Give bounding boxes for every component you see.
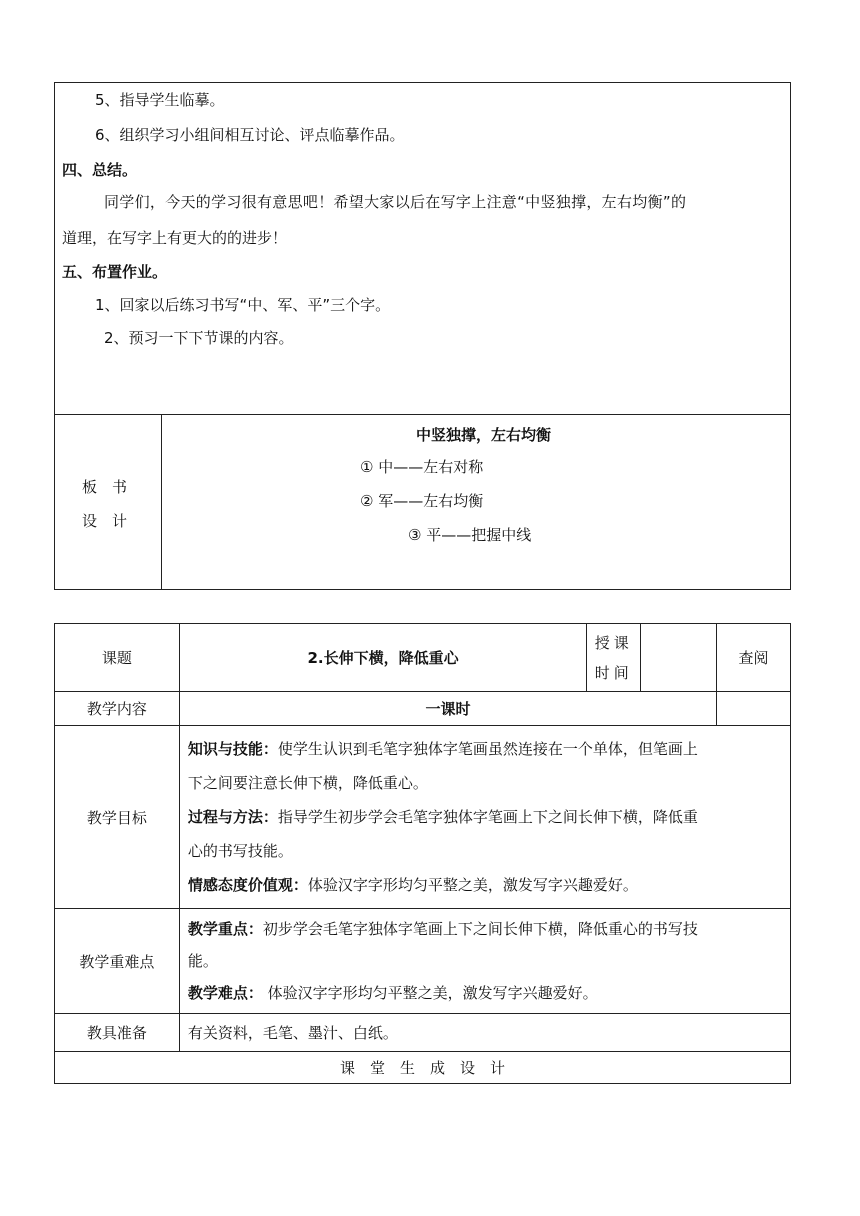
goal-title: 过程与方法： [187, 808, 278, 826]
key-label: 教学重难点 [55, 909, 180, 1014]
time-label [587, 624, 641, 692]
summary-text-2: 道理，在写字上有更大的的进步！ [62, 229, 288, 247]
time-value [641, 624, 717, 692]
step-5: 5、指导学生临摹。 [95, 91, 225, 109]
summary-text-1: 同学们，今天的学习很有意思吧！希望大家以后在写字上注意“中竖独撑，左右均衡”的 [104, 193, 687, 211]
board-title: 中竖独撑，左右均衡 [416, 426, 552, 444]
homework-heading: 五、布置作业。 [62, 263, 168, 281]
board-item-3: ③ 平——把握中线 [408, 526, 532, 544]
lesson-table [54, 623, 791, 1084]
homework-item-2: 2、预习一下下节课的内容。 [104, 329, 294, 347]
goal-text-cont: 心的书写技能。 [187, 842, 293, 860]
board-item-1: ① 中——左右对称 [360, 458, 484, 476]
summary-heading: 四、总结。 [62, 161, 138, 179]
key-point-text-cont: 能。 [187, 952, 218, 970]
goal-text: 体验汉字字形均匀平整之美，激发写字兴趣爱好。 [307, 876, 638, 894]
upper-divider [54, 414, 791, 415]
goal-text: 使学生认识到毛笔字独体字笔画虽然连接在一个单体，但笔画上 [277, 740, 698, 758]
goal-emotion [188, 868, 782, 902]
topic-label: 课题 [55, 624, 180, 692]
difficulty-text: 体验汉字字形均匀平整之美，激发写字兴趣爱好。 [262, 984, 598, 1002]
key-cell [179, 909, 790, 1014]
goals-label: 教学目标 [55, 726, 180, 909]
review-label: 查阅 [717, 624, 791, 692]
goal-process [188, 800, 782, 868]
time-label-line2: 时间 [594, 663, 633, 682]
step-6: 6、组织学习小组间相互讨论、评点临摹作品。 [95, 126, 405, 144]
content-value: 一课时 [179, 692, 716, 726]
difficulty [188, 977, 782, 1009]
homework-item-1: 1、回家以后练习书写“中、军、平”三个字。 [95, 296, 391, 314]
board-divider [161, 414, 162, 590]
key-point-text: 初步学会毛笔字独体字笔画上下之间长伸下横，降低重心的书写技 [262, 920, 698, 938]
board-label-line1: 板 书 [82, 478, 128, 496]
goal-title: 情感态度价值观： [187, 876, 308, 894]
tools-value: 有关资料，毛笔、墨汁、白纸。 [179, 1014, 790, 1052]
key-point [188, 913, 782, 977]
content-extra [717, 692, 791, 726]
goals-cell [179, 726, 790, 909]
difficulty-title: 教学难点： [187, 984, 263, 1002]
time-label-line1: 授课 [594, 633, 633, 652]
content-label: 教学内容 [55, 692, 180, 726]
tools-label: 教具准备 [55, 1014, 180, 1052]
board-label-line2: 设 计 [82, 512, 128, 530]
topic-value: 2.长伸下横，降低重心 [179, 624, 586, 692]
goal-text: 指导学生初步学会毛笔字独体字笔画上下之间长伸下横，降低重 [277, 808, 698, 826]
goal-text-cont: 下之间要注意长伸下横，降低重心。 [187, 774, 428, 792]
goal-title: 知识与技能： [187, 740, 278, 758]
board-item-2: ② 军——左右均衡 [360, 492, 484, 510]
key-point-title: 教学重点： [187, 920, 263, 938]
footer-title: 课 堂 生 成 设 计 [55, 1052, 791, 1084]
goal-knowledge [188, 732, 782, 800]
